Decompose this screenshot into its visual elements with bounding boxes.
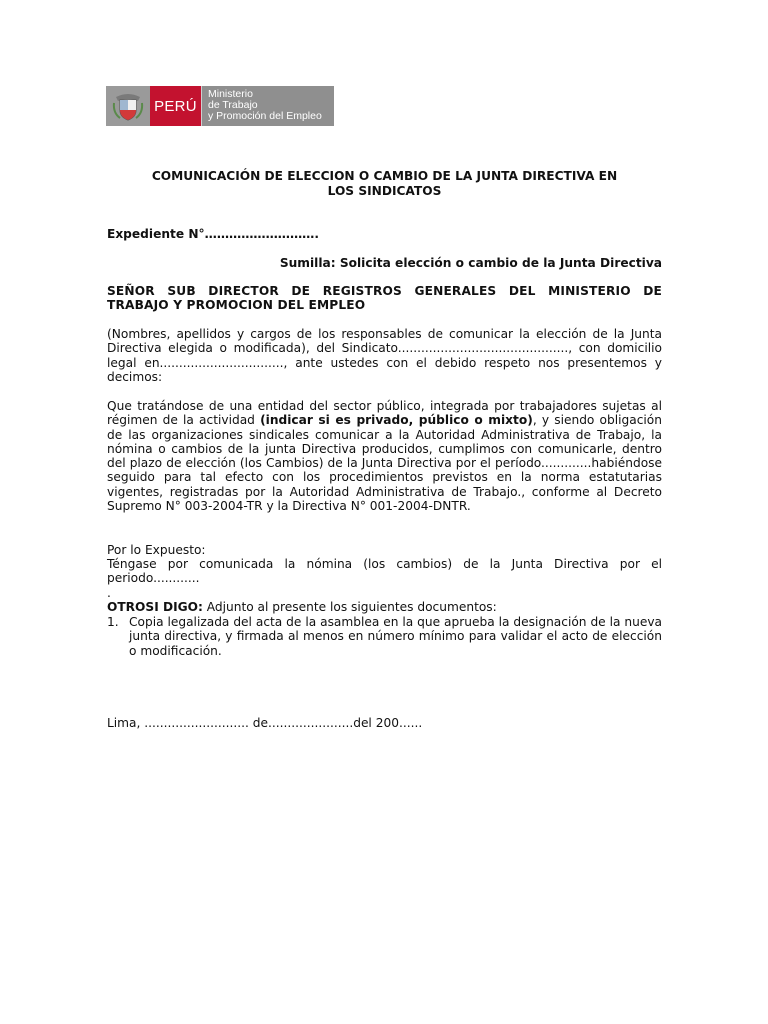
date-line: Lima, ........................... de......................del 200...... [107,716,423,730]
document-title [107,169,662,199]
coat-of-arms-icon [106,86,150,126]
ministry-logo [106,86,334,126]
logo-ministry-line: Ministerio [208,88,253,100]
expediente-number: Expediente N°………………………. [107,227,319,241]
otrosi-line [107,600,662,614]
logo-country-label: PERÚ [150,86,201,126]
body-paragraph [107,399,662,513]
otrosi-label: OTROSI DIGO: [107,600,203,614]
logo-ministry-line: y Promoción del Empleo [208,110,322,122]
dot-line: . [107,586,111,600]
document-title-line: LOS SINDICATOS [327,184,442,198]
body-paragraph-text: Que tratándose de una entidad del sector público, integrada por trabajadores sujetas al régimen de la actividad [107,399,662,428]
logo-ministry-line: de Trabajo [208,99,258,111]
logo-ministry-name [201,86,334,126]
otrosi-text: Adjunto al presente los siguientes documentos: [202,600,497,614]
list-item [107,615,662,658]
body-paragraph-text: , y siendo obligación de las organizaciones sindicales comunicar a la Autoridad Administrativa de Trabajo, la nómina o cambios de la junta Directiva producidos, cumplimos con comunicarle, dentro del plazo de elección (los Cambios) de la Junta Directiva por el período.............habiéndose seguido para tal efecto con los procedimientos previstos en la norma estatutarias vigentes, registradas por la Autoridad Administrativa de Trabajo., conforme al Decreto Supremo N° 003-2004-TR y la Directiva N° 001-2004-DNTR. [107,413,662,514]
addressee: SEÑOR SUB DIRECTOR DE REGISTROS GENERALES DEL MINISTERIO DE TRABAJO Y PROMOCION DEL EMPLEO [107,284,662,313]
document-title-line: COMUNICACIÓN DE ELECCION O CAMBIO DE LA JUNTA DIRECTIVA EN [151,169,618,183]
documents-list [107,615,662,658]
intro-paragraph: (Nombres, apellidos y cargos de los responsables de comunicar la elección de la Junta Directiva elegida o modificada), del Sindicato............................................, con domicilio legal en................................, ante ustedes con el debido respeto nos presentemos y decimos: [107,327,662,384]
por-lo-expuesto: Por lo Expuesto: [107,543,206,557]
body-paragraph-emphasis: (indicar si es privado, público o mixto) [260,413,533,428]
list-item-number: 1. [107,615,119,629]
tengase-paragraph: Téngase por comunicada la nómina (los cambios) de la Junta Directiva por el periodo............ [107,557,662,586]
sumilla: Sumilla: Solicita elección o cambio de la Junta Directiva [279,256,662,270]
list-item-text: Copia legalizada del acta de la asamblea en la que aprueba la designación de la nueva junta directiva, y firmada al menos en número mínimo para validar el acto de elección o modificación. [129,615,662,658]
